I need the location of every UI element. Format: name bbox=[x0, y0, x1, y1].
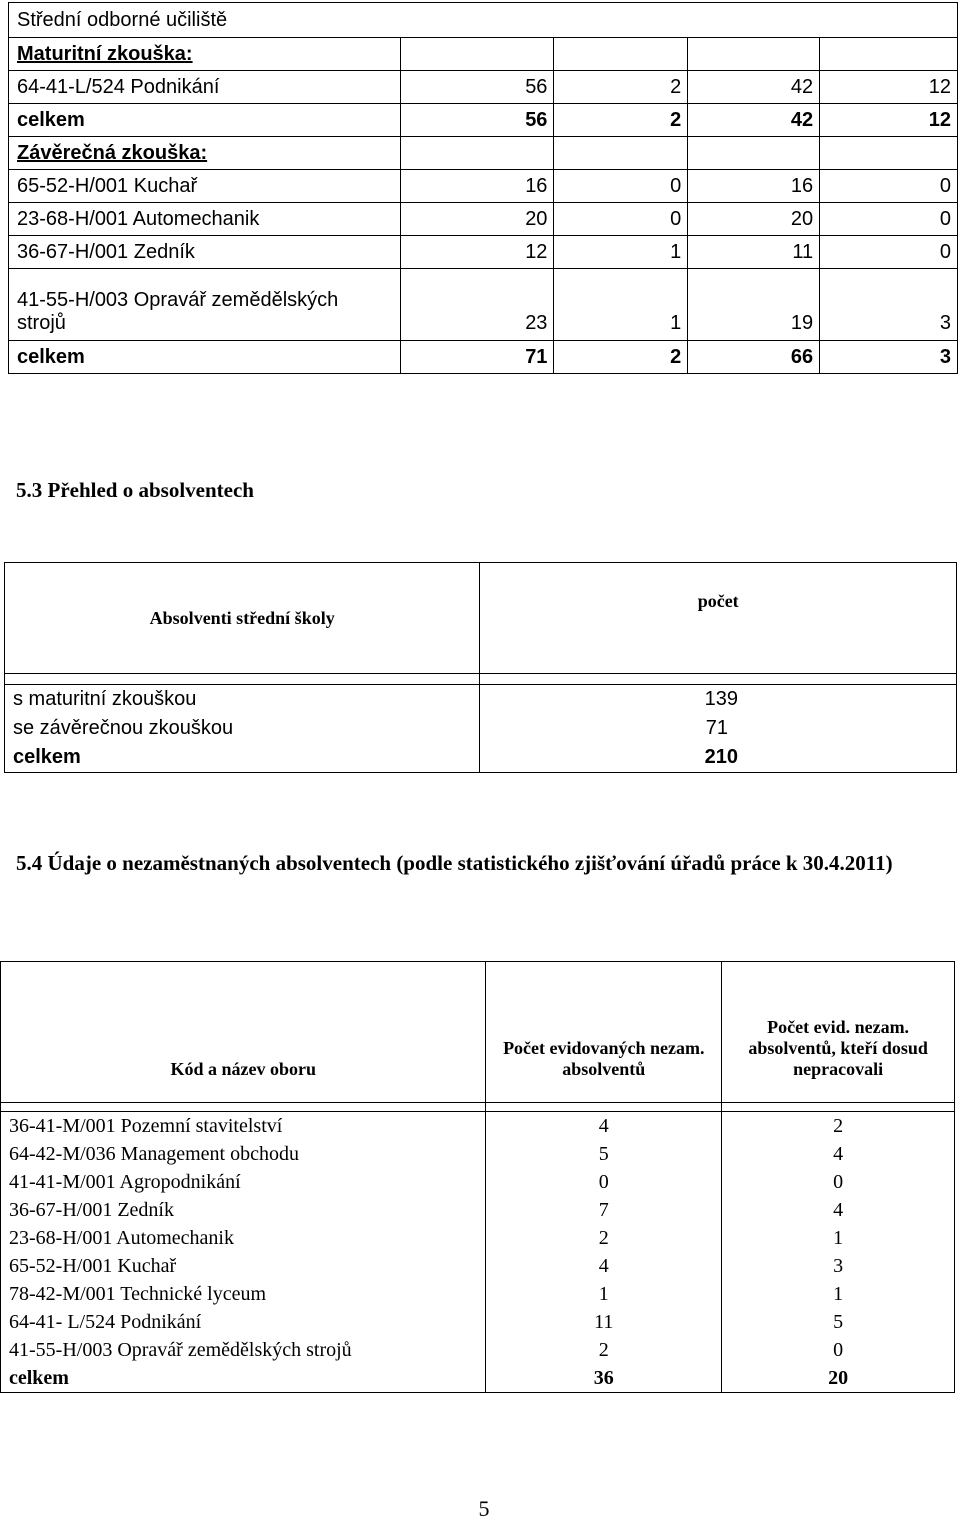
program-name: 23-68-H/001 Automechanik bbox=[1, 1224, 486, 1252]
program-name: 64-41- L/524 Podnikání bbox=[1, 1308, 486, 1336]
total-label: celkem bbox=[9, 104, 401, 137]
value-cell: 71 bbox=[480, 714, 957, 743]
value-cell: 19 bbox=[688, 269, 820, 341]
section-heading-5-4: 5.4 Údaje o nezaměstnaných absolventech (podle statistického zjišťování úřadů práce k 30.4.2011) bbox=[16, 851, 893, 875]
value-cell: 20 bbox=[688, 203, 820, 236]
program-name: 23-68-H/001 Automechanik bbox=[9, 203, 401, 236]
total-label: celkem bbox=[5, 743, 480, 773]
program-name: 65-52-H/001 Kuchař bbox=[1, 1252, 486, 1280]
total-row bbox=[1, 1364, 955, 1393]
value-cell: 11 bbox=[688, 236, 820, 269]
column-header: počet bbox=[480, 563, 957, 674]
value-cell: 2 bbox=[554, 104, 688, 137]
value-cell: 210 bbox=[480, 743, 957, 773]
table-row bbox=[9, 269, 958, 341]
table-row bbox=[9, 203, 958, 236]
program-name: 65-52-H/001 Kuchař bbox=[9, 170, 401, 203]
program-name bbox=[9, 269, 401, 341]
section-maturitni: Maturitní zkouška: bbox=[9, 38, 401, 71]
value-cell: 3 bbox=[820, 269, 958, 341]
column-header: Počet evid. nezam. absolventů, kteří dosud nepracovali bbox=[722, 962, 955, 1103]
program-name: 41-41-M/001 Agropodnikání bbox=[1, 1168, 486, 1196]
value-cell: 4 bbox=[722, 1196, 955, 1224]
program-name: 41-55-H/003 Opravář zemědělských strojů bbox=[1, 1336, 486, 1364]
total-label: celkem bbox=[9, 341, 401, 374]
value-cell: 0 bbox=[722, 1168, 955, 1196]
value-cell: 12 bbox=[820, 71, 958, 104]
program-name-line2: strojů bbox=[17, 312, 66, 334]
page-number: 5 bbox=[478, 1496, 490, 1521]
school-name: Střední odborné učiliště bbox=[9, 3, 958, 38]
value-cell: 1 bbox=[722, 1280, 955, 1308]
value-cell: 0 bbox=[820, 203, 958, 236]
value-cell: 3 bbox=[722, 1252, 955, 1280]
section-zaverecna: Závěrečná zkouška: bbox=[9, 137, 401, 170]
column-header: Počet evidovaných nezam. absolventů bbox=[486, 962, 722, 1103]
table-row bbox=[1, 1140, 955, 1168]
value-cell: 12 bbox=[820, 104, 958, 137]
table-row bbox=[9, 170, 958, 203]
value-cell: 4 bbox=[486, 1112, 722, 1141]
value-cell: 42 bbox=[688, 104, 820, 137]
row-label: se závěrečnou zkouškou bbox=[5, 714, 480, 743]
value-cell: 5 bbox=[486, 1140, 722, 1168]
value-cell: 4 bbox=[486, 1252, 722, 1280]
value-cell: 5 bbox=[722, 1308, 955, 1336]
table-row bbox=[5, 685, 957, 715]
program-name-line1: 41-55-H/003 Opravář zemědělských bbox=[17, 289, 339, 311]
graduates-overview-table bbox=[4, 562, 957, 773]
section-heading-5-3: 5.3 Přehled o absolventech bbox=[16, 478, 254, 502]
total-row bbox=[5, 743, 957, 773]
table-row bbox=[1, 1308, 955, 1336]
value-cell: 56 bbox=[400, 71, 554, 104]
value-cell: 1 bbox=[554, 236, 688, 269]
program-name: 64-41-L/524 Podnikání bbox=[9, 71, 401, 104]
value-cell: 4 bbox=[722, 1140, 955, 1168]
value-cell: 11 bbox=[486, 1308, 722, 1336]
value-cell: 66 bbox=[688, 341, 820, 374]
graduates-exam-table bbox=[8, 2, 958, 374]
value-cell: 0 bbox=[486, 1168, 722, 1196]
value-cell: 0 bbox=[554, 170, 688, 203]
total-row bbox=[9, 104, 958, 137]
value-cell: 7 bbox=[486, 1196, 722, 1224]
table-row bbox=[1, 1168, 955, 1196]
value-cell: 16 bbox=[688, 170, 820, 203]
value-cell: 2 bbox=[486, 1224, 722, 1252]
value-cell: 20 bbox=[400, 203, 554, 236]
value-cell: 2 bbox=[486, 1336, 722, 1364]
total-label: celkem bbox=[1, 1364, 486, 1393]
program-name: 36-67-H/001 Zedník bbox=[1, 1196, 486, 1224]
table-row bbox=[1, 1336, 955, 1364]
program-name: 36-41-M/001 Pozemní stavitelství bbox=[1, 1112, 486, 1141]
value-cell: 23 bbox=[400, 269, 554, 341]
value-cell: 2 bbox=[722, 1112, 955, 1141]
table-row bbox=[1, 1224, 955, 1252]
value-cell: 1 bbox=[722, 1224, 955, 1252]
value-cell: 139 bbox=[480, 685, 957, 715]
table-row bbox=[1, 1252, 955, 1280]
column-header: Kód a název oboru bbox=[1, 962, 486, 1103]
value-cell: 3 bbox=[820, 341, 958, 374]
table-row bbox=[1, 1196, 955, 1224]
total-row bbox=[9, 341, 958, 374]
value-cell: 56 bbox=[400, 104, 554, 137]
value-cell: 2 bbox=[554, 71, 688, 104]
table-row bbox=[5, 714, 957, 743]
value-cell: 36 bbox=[486, 1364, 722, 1393]
table-row bbox=[9, 71, 958, 104]
value-cell: 0 bbox=[820, 236, 958, 269]
value-cell: 1 bbox=[554, 269, 688, 341]
unemployed-graduates-table bbox=[0, 961, 955, 1393]
table-row bbox=[1, 1112, 955, 1141]
program-name: 36-67-H/001 Zedník bbox=[9, 236, 401, 269]
table-row bbox=[9, 236, 958, 269]
table-row bbox=[1, 1280, 955, 1308]
value-cell: 0 bbox=[722, 1336, 955, 1364]
value-cell: 42 bbox=[688, 71, 820, 104]
value-cell: 71 bbox=[400, 341, 554, 374]
value-cell: 12 bbox=[400, 236, 554, 269]
value-cell: 0 bbox=[554, 203, 688, 236]
value-cell: 2 bbox=[554, 341, 688, 374]
value-cell: 20 bbox=[722, 1364, 955, 1393]
program-name: 78-42-M/001 Technické lyceum bbox=[1, 1280, 486, 1308]
row-label: s maturitní zkouškou bbox=[5, 685, 480, 715]
value-cell: 1 bbox=[486, 1280, 722, 1308]
column-header: Absolventi střední školy bbox=[5, 563, 480, 674]
program-name: 64-42-M/036 Management obchodu bbox=[1, 1140, 486, 1168]
value-cell: 16 bbox=[400, 170, 554, 203]
value-cell: 0 bbox=[820, 170, 958, 203]
